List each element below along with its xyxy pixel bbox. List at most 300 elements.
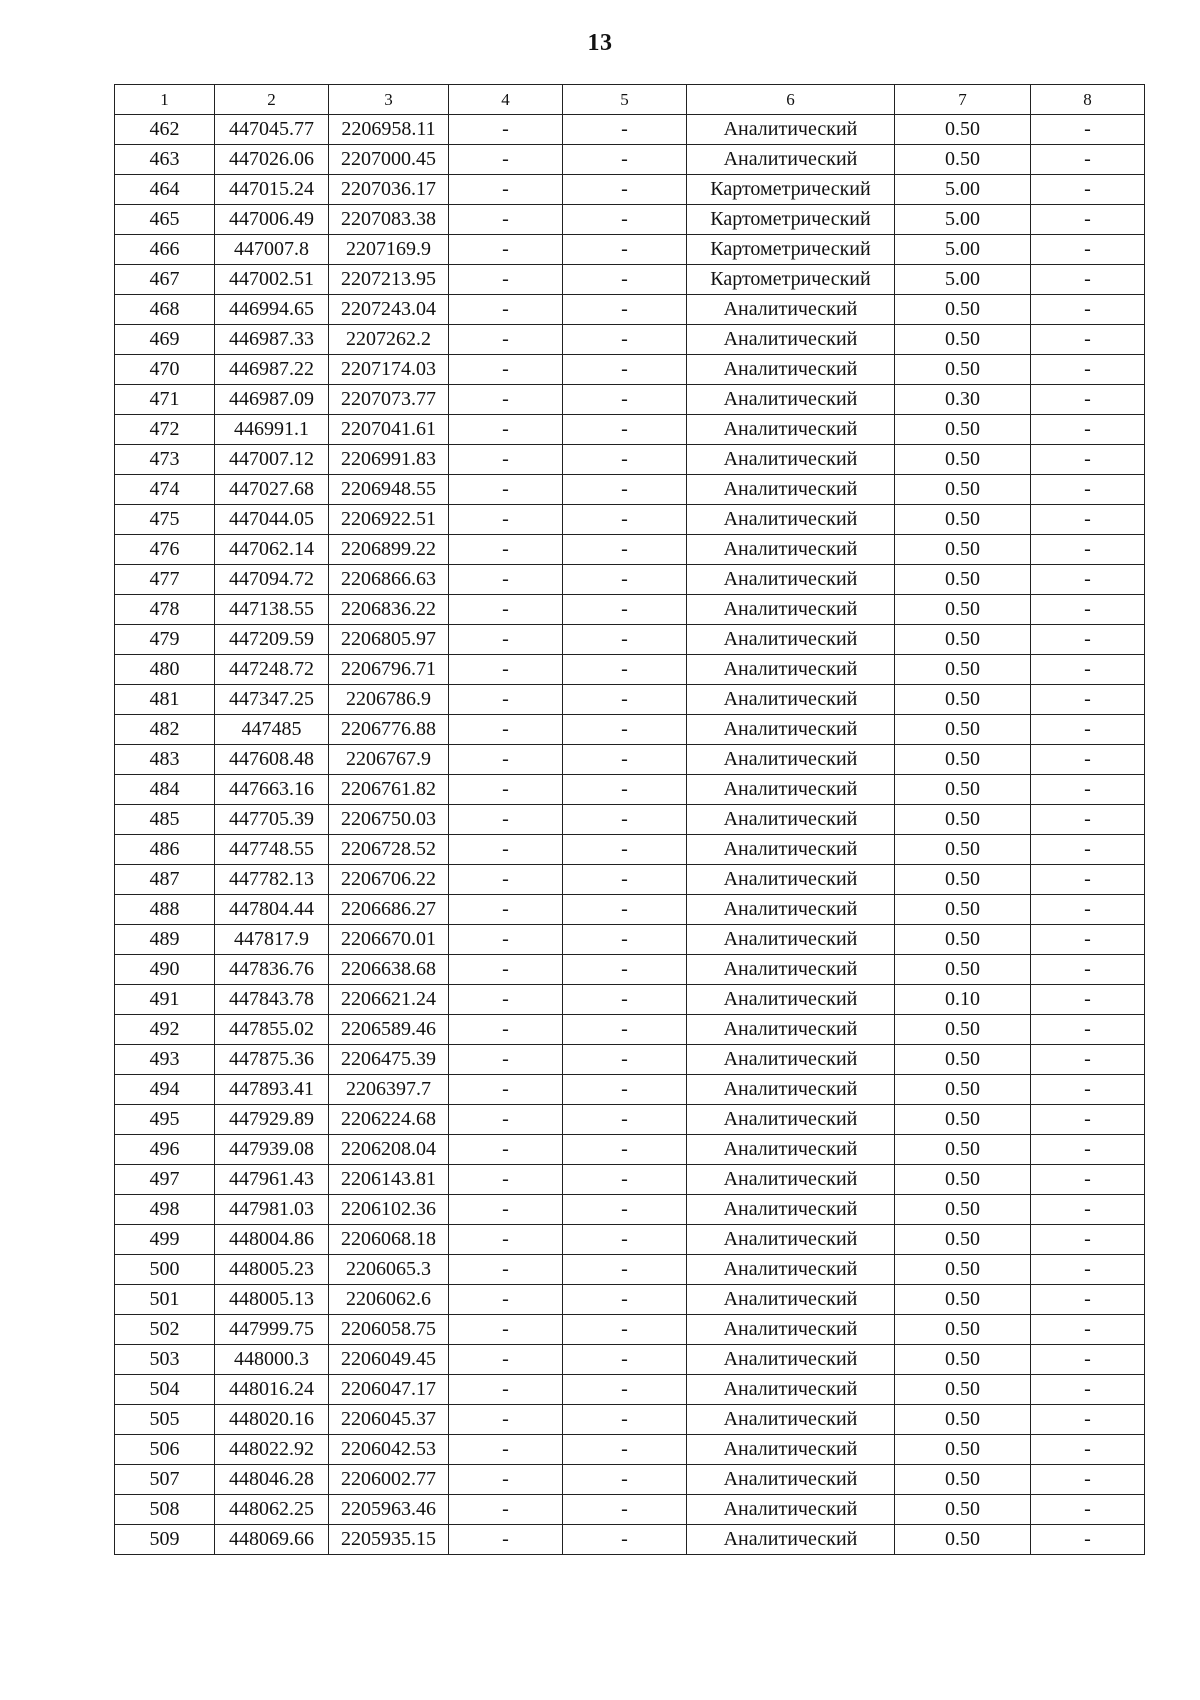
col-4-cell: - <box>449 1015 563 1045</box>
col-5-cell: - <box>563 1465 687 1495</box>
table-row <box>115 955 1145 985</box>
point-number-cell: 489 <box>115 925 215 955</box>
table-row <box>115 265 1145 295</box>
table-row <box>115 835 1145 865</box>
method-cell: Аналитический <box>687 115 895 145</box>
table-row <box>115 1435 1145 1465</box>
col-4-cell: - <box>449 565 563 595</box>
method-cell: Картометрический <box>687 265 895 295</box>
coord-y-cell: 2206042.53 <box>329 1435 449 1465</box>
accuracy-cell: 0.50 <box>895 505 1031 535</box>
table-row <box>115 1015 1145 1045</box>
col-5-cell: - <box>563 1435 687 1465</box>
method-cell: Картометрический <box>687 175 895 205</box>
method-cell: Аналитический <box>687 1195 895 1225</box>
method-cell: Аналитический <box>687 1165 895 1195</box>
table-body <box>115 115 1145 1555</box>
coord-x-cell: 448022.92 <box>215 1435 329 1465</box>
accuracy-cell: 0.50 <box>895 685 1031 715</box>
table-row <box>115 685 1145 715</box>
table-row <box>115 1465 1145 1495</box>
point-number-cell: 487 <box>115 865 215 895</box>
point-number-cell: 480 <box>115 655 215 685</box>
col-5-cell: - <box>563 1315 687 1345</box>
method-cell: Аналитический <box>687 1315 895 1345</box>
point-number-cell: 491 <box>115 985 215 1015</box>
accuracy-cell: 0.50 <box>895 835 1031 865</box>
point-number-cell: 495 <box>115 1105 215 1135</box>
method-cell: Аналитический <box>687 925 895 955</box>
col-8-cell: - <box>1031 895 1145 925</box>
col-4-cell: - <box>449 1375 563 1405</box>
method-cell: Аналитический <box>687 1405 895 1435</box>
col-8-cell: - <box>1031 265 1145 295</box>
table-row <box>115 415 1145 445</box>
coord-x-cell: 447836.76 <box>215 955 329 985</box>
col-4-cell: - <box>449 145 563 175</box>
coord-y-cell: 2207073.77 <box>329 385 449 415</box>
coord-y-cell: 2206102.36 <box>329 1195 449 1225</box>
col-4-cell: - <box>449 1225 563 1255</box>
table-row <box>115 895 1145 925</box>
coord-x-cell: 447062.14 <box>215 535 329 565</box>
col-8-cell: - <box>1031 985 1145 1015</box>
col-5-cell: - <box>563 505 687 535</box>
method-cell: Аналитический <box>687 745 895 775</box>
accuracy-cell: 0.50 <box>895 955 1031 985</box>
method-cell: Аналитический <box>687 1495 895 1525</box>
method-cell: Аналитический <box>687 805 895 835</box>
col-8-cell: - <box>1031 1525 1145 1555</box>
col-8-cell: - <box>1031 805 1145 835</box>
coord-x-cell: 448020.16 <box>215 1405 329 1435</box>
col-5-cell: - <box>563 805 687 835</box>
col-5-cell: - <box>563 1225 687 1255</box>
coord-x-cell: 447893.41 <box>215 1075 329 1105</box>
coord-x-cell: 447705.39 <box>215 805 329 835</box>
method-cell: Аналитический <box>687 1015 895 1045</box>
accuracy-cell: 0.50 <box>895 1165 1031 1195</box>
accuracy-cell: 0.50 <box>895 1345 1031 1375</box>
accuracy-cell: 0.50 <box>895 1435 1031 1465</box>
coord-y-cell: 2206796.71 <box>329 655 449 685</box>
point-number-cell: 478 <box>115 595 215 625</box>
col-8-cell: - <box>1031 955 1145 985</box>
method-cell: Аналитический <box>687 685 895 715</box>
col-8-cell: - <box>1031 1045 1145 1075</box>
col-4-cell: - <box>449 475 563 505</box>
method-cell: Аналитический <box>687 835 895 865</box>
method-cell: Аналитический <box>687 655 895 685</box>
col-4-cell: - <box>449 1165 563 1195</box>
header-row <box>115 85 1145 115</box>
coord-x-cell: 447044.05 <box>215 505 329 535</box>
col-8-cell: - <box>1031 1495 1145 1525</box>
coord-x-cell: 448005.23 <box>215 1255 329 1285</box>
coord-y-cell: 2206047.17 <box>329 1375 449 1405</box>
point-number-cell: 497 <box>115 1165 215 1195</box>
table-row <box>115 445 1145 475</box>
col-8-cell: - <box>1031 715 1145 745</box>
method-cell: Аналитический <box>687 1285 895 1315</box>
table-row <box>115 1315 1145 1345</box>
table-row <box>115 325 1145 355</box>
col-4-cell: - <box>449 445 563 475</box>
point-number-cell: 469 <box>115 325 215 355</box>
col-4-cell: - <box>449 1135 563 1165</box>
col-8-cell: - <box>1031 865 1145 895</box>
coord-y-cell: 2206991.83 <box>329 445 449 475</box>
point-number-cell: 505 <box>115 1405 215 1435</box>
col-8-cell: - <box>1031 1315 1145 1345</box>
coord-x-cell: 447981.03 <box>215 1195 329 1225</box>
column-header-3: 3 <box>329 85 449 115</box>
accuracy-cell: 0.50 <box>895 445 1031 475</box>
col-8-cell: - <box>1031 1405 1145 1435</box>
col-5-cell: - <box>563 145 687 175</box>
table-row <box>115 145 1145 175</box>
col-5-cell: - <box>563 1255 687 1285</box>
accuracy-cell: 0.50 <box>895 1135 1031 1165</box>
col-4-cell: - <box>449 655 563 685</box>
coord-y-cell: 2206767.9 <box>329 745 449 775</box>
col-4-cell: - <box>449 1465 563 1495</box>
col-8-cell: - <box>1031 1465 1145 1495</box>
accuracy-cell: 0.30 <box>895 385 1031 415</box>
accuracy-cell: 0.50 <box>895 1105 1031 1135</box>
col-5-cell: - <box>563 955 687 985</box>
col-4-cell: - <box>449 205 563 235</box>
col-8-cell: - <box>1031 295 1145 325</box>
coord-x-cell: 448046.28 <box>215 1465 329 1495</box>
point-number-cell: 501 <box>115 1285 215 1315</box>
col-4-cell: - <box>449 805 563 835</box>
col-4-cell: - <box>449 1045 563 1075</box>
col-5-cell: - <box>563 1135 687 1165</box>
point-number-cell: 479 <box>115 625 215 655</box>
accuracy-cell: 0.50 <box>895 415 1031 445</box>
accuracy-cell: 0.50 <box>895 1495 1031 1525</box>
coord-y-cell: 2206002.77 <box>329 1465 449 1495</box>
method-cell: Аналитический <box>687 1045 895 1075</box>
col-8-cell: - <box>1031 625 1145 655</box>
method-cell: Аналитический <box>687 595 895 625</box>
method-cell: Аналитический <box>687 475 895 505</box>
point-number-cell: 465 <box>115 205 215 235</box>
col-8-cell: - <box>1031 205 1145 235</box>
table-row <box>115 1165 1145 1195</box>
col-5-cell: - <box>563 595 687 625</box>
table-header <box>115 85 1145 115</box>
accuracy-cell: 0.50 <box>895 325 1031 355</box>
accuracy-cell: 0.50 <box>895 625 1031 655</box>
coord-x-cell: 447485 <box>215 715 329 745</box>
col-4-cell: - <box>449 1195 563 1225</box>
col-4-cell: - <box>449 955 563 985</box>
point-number-cell: 496 <box>115 1135 215 1165</box>
point-number-cell: 488 <box>115 895 215 925</box>
point-number-cell: 506 <box>115 1435 215 1465</box>
point-number-cell: 481 <box>115 685 215 715</box>
col-8-cell: - <box>1031 1345 1145 1375</box>
accuracy-cell: 0.50 <box>895 1225 1031 1255</box>
col-5-cell: - <box>563 355 687 385</box>
accuracy-cell: 0.50 <box>895 565 1031 595</box>
point-number-cell: 473 <box>115 445 215 475</box>
coord-y-cell: 2207036.17 <box>329 175 449 205</box>
coord-x-cell: 447007.12 <box>215 445 329 475</box>
col-5-cell: - <box>563 445 687 475</box>
accuracy-cell: 5.00 <box>895 235 1031 265</box>
col-4-cell: - <box>449 175 563 205</box>
accuracy-cell: 0.50 <box>895 535 1031 565</box>
coord-y-cell: 2207243.04 <box>329 295 449 325</box>
col-4-cell: - <box>449 115 563 145</box>
coord-y-cell: 2207262.2 <box>329 325 449 355</box>
coord-x-cell: 447027.68 <box>215 475 329 505</box>
method-cell: Аналитический <box>687 1135 895 1165</box>
accuracy-cell: 0.50 <box>895 1405 1031 1435</box>
coord-x-cell: 447875.36 <box>215 1045 329 1075</box>
point-number-cell: 464 <box>115 175 215 205</box>
coord-y-cell: 2206589.46 <box>329 1015 449 1045</box>
point-number-cell: 472 <box>115 415 215 445</box>
col-4-cell: - <box>449 985 563 1015</box>
col-5-cell: - <box>563 925 687 955</box>
coord-y-cell: 2207213.95 <box>329 265 449 295</box>
col-8-cell: - <box>1031 325 1145 355</box>
accuracy-cell: 0.50 <box>895 1315 1031 1345</box>
col-8-cell: - <box>1031 1015 1145 1045</box>
method-cell: Аналитический <box>687 415 895 445</box>
accuracy-cell: 0.50 <box>895 745 1031 775</box>
table-row <box>115 805 1145 835</box>
accuracy-cell: 0.50 <box>895 1465 1031 1495</box>
col-5-cell: - <box>563 835 687 865</box>
table-row <box>115 535 1145 565</box>
table-row <box>115 355 1145 385</box>
accuracy-cell: 0.50 <box>895 295 1031 325</box>
coord-y-cell: 2207174.03 <box>329 355 449 385</box>
point-number-cell: 484 <box>115 775 215 805</box>
method-cell: Аналитический <box>687 865 895 895</box>
table-row <box>115 1375 1145 1405</box>
accuracy-cell: 0.50 <box>895 715 1031 745</box>
col-8-cell: - <box>1031 475 1145 505</box>
coord-y-cell: 2206062.6 <box>329 1285 449 1315</box>
table-row <box>115 925 1145 955</box>
col-5-cell: - <box>563 1045 687 1075</box>
accuracy-cell: 5.00 <box>895 265 1031 295</box>
coord-x-cell: 447248.72 <box>215 655 329 685</box>
coord-y-cell: 2207169.9 <box>329 235 449 265</box>
coord-y-cell: 2206049.45 <box>329 1345 449 1375</box>
point-number-cell: 471 <box>115 385 215 415</box>
coord-y-cell: 2206728.52 <box>329 835 449 865</box>
col-5-cell: - <box>563 385 687 415</box>
col-4-cell: - <box>449 1495 563 1525</box>
accuracy-cell: 0.50 <box>895 1285 1031 1315</box>
col-4-cell: - <box>449 1075 563 1105</box>
accuracy-cell: 0.50 <box>895 1075 1031 1105</box>
coord-y-cell: 2206836.22 <box>329 595 449 625</box>
col-4-cell: - <box>449 625 563 655</box>
coord-x-cell: 447929.89 <box>215 1105 329 1135</box>
accuracy-cell: 0.50 <box>895 805 1031 835</box>
col-4-cell: - <box>449 595 563 625</box>
coord-y-cell: 2206958.11 <box>329 115 449 145</box>
col-5-cell: - <box>563 865 687 895</box>
coord-y-cell: 2206761.82 <box>329 775 449 805</box>
col-4-cell: - <box>449 505 563 535</box>
col-5-cell: - <box>563 745 687 775</box>
col-8-cell: - <box>1031 415 1145 445</box>
method-cell: Аналитический <box>687 1525 895 1555</box>
coord-x-cell: 447209.59 <box>215 625 329 655</box>
coord-x-cell: 448004.86 <box>215 1225 329 1255</box>
col-4-cell: - <box>449 1105 563 1135</box>
col-8-cell: - <box>1031 685 1145 715</box>
col-5-cell: - <box>563 685 687 715</box>
col-5-cell: - <box>563 1075 687 1105</box>
accuracy-cell: 0.50 <box>895 1015 1031 1045</box>
accuracy-cell: 0.50 <box>895 895 1031 925</box>
coord-x-cell: 447015.24 <box>215 175 329 205</box>
table-row <box>115 115 1145 145</box>
point-number-cell: 490 <box>115 955 215 985</box>
coord-y-cell: 2206786.9 <box>329 685 449 715</box>
col-4-cell: - <box>449 1435 563 1465</box>
column-header-7: 7 <box>895 85 1031 115</box>
coord-y-cell: 2206065.3 <box>329 1255 449 1285</box>
col-8-cell: - <box>1031 1255 1145 1285</box>
col-4-cell: - <box>449 865 563 895</box>
table-row <box>115 1135 1145 1165</box>
col-4-cell: - <box>449 895 563 925</box>
col-4-cell: - <box>449 715 563 745</box>
method-cell: Картометрический <box>687 235 895 265</box>
col-8-cell: - <box>1031 1165 1145 1195</box>
col-4-cell: - <box>449 1345 563 1375</box>
coord-y-cell: 2206475.39 <box>329 1045 449 1075</box>
col-4-cell: - <box>449 415 563 445</box>
col-8-cell: - <box>1031 775 1145 805</box>
coord-y-cell: 2206397.7 <box>329 1075 449 1105</box>
col-5-cell: - <box>563 565 687 595</box>
col-8-cell: - <box>1031 1225 1145 1255</box>
col-5-cell: - <box>563 1495 687 1525</box>
table-row <box>115 745 1145 775</box>
table-row <box>115 565 1145 595</box>
coord-x-cell: 448062.25 <box>215 1495 329 1525</box>
point-number-cell: 498 <box>115 1195 215 1225</box>
coord-y-cell: 2207041.61 <box>329 415 449 445</box>
col-8-cell: - <box>1031 1135 1145 1165</box>
col-8-cell: - <box>1031 1075 1145 1105</box>
point-number-cell: 486 <box>115 835 215 865</box>
col-8-cell: - <box>1031 385 1145 415</box>
col-8-cell: - <box>1031 145 1145 175</box>
col-8-cell: - <box>1031 595 1145 625</box>
accuracy-cell: 0.50 <box>895 475 1031 505</box>
col-8-cell: - <box>1031 355 1145 385</box>
col-5-cell: - <box>563 985 687 1015</box>
table-row <box>115 505 1145 535</box>
col-8-cell: - <box>1031 565 1145 595</box>
coord-x-cell: 447094.72 <box>215 565 329 595</box>
table-row <box>115 985 1145 1015</box>
coord-x-cell: 447608.48 <box>215 745 329 775</box>
col-4-cell: - <box>449 745 563 775</box>
col-4-cell: - <box>449 1285 563 1315</box>
table-row <box>115 1075 1145 1105</box>
coord-y-cell: 2206899.22 <box>329 535 449 565</box>
col-8-cell: - <box>1031 235 1145 265</box>
method-cell: Аналитический <box>687 445 895 475</box>
point-number-cell: 477 <box>115 565 215 595</box>
col-8-cell: - <box>1031 115 1145 145</box>
col-5-cell: - <box>563 295 687 325</box>
col-5-cell: - <box>563 415 687 445</box>
coord-y-cell: 2206143.81 <box>329 1165 449 1195</box>
coord-x-cell: 446987.22 <box>215 355 329 385</box>
point-number-cell: 483 <box>115 745 215 775</box>
col-5-cell: - <box>563 1345 687 1375</box>
table-row <box>115 1105 1145 1135</box>
table-row <box>115 1045 1145 1075</box>
method-cell: Аналитический <box>687 565 895 595</box>
coord-x-cell: 448000.3 <box>215 1345 329 1375</box>
accuracy-cell: 0.50 <box>895 1045 1031 1075</box>
accuracy-cell: 0.50 <box>895 595 1031 625</box>
coord-y-cell: 2205935.15 <box>329 1525 449 1555</box>
coord-y-cell: 2205963.46 <box>329 1495 449 1525</box>
col-5-cell: - <box>563 1195 687 1225</box>
col-5-cell: - <box>563 1015 687 1045</box>
accuracy-cell: 0.50 <box>895 655 1031 685</box>
coord-y-cell: 2207083.38 <box>329 205 449 235</box>
method-cell: Аналитический <box>687 355 895 385</box>
col-4-cell: - <box>449 355 563 385</box>
accuracy-cell: 0.50 <box>895 355 1031 385</box>
col-4-cell: - <box>449 265 563 295</box>
col-5-cell: - <box>563 115 687 145</box>
accuracy-cell: 5.00 <box>895 175 1031 205</box>
coord-y-cell: 2206805.97 <box>329 625 449 655</box>
coord-y-cell: 2206866.63 <box>329 565 449 595</box>
accuracy-cell: 0.50 <box>895 1375 1031 1405</box>
coord-x-cell: 448016.24 <box>215 1375 329 1405</box>
col-5-cell: - <box>563 625 687 655</box>
coord-y-cell: 2206224.68 <box>329 1105 449 1135</box>
coord-x-cell: 447939.08 <box>215 1135 329 1165</box>
col-8-cell: - <box>1031 535 1145 565</box>
column-header-5: 5 <box>563 85 687 115</box>
col-5-cell: - <box>563 655 687 685</box>
point-number-cell: 467 <box>115 265 215 295</box>
table-row <box>115 175 1145 205</box>
table-row <box>115 1495 1145 1525</box>
coord-x-cell: 447045.77 <box>215 115 329 145</box>
method-cell: Аналитический <box>687 625 895 655</box>
point-number-cell: 462 <box>115 115 215 145</box>
coord-x-cell: 446994.65 <box>215 295 329 325</box>
col-4-cell: - <box>449 1255 563 1285</box>
table-row <box>115 625 1145 655</box>
coord-y-cell: 2207000.45 <box>329 145 449 175</box>
table-row <box>115 715 1145 745</box>
col-5-cell: - <box>563 205 687 235</box>
